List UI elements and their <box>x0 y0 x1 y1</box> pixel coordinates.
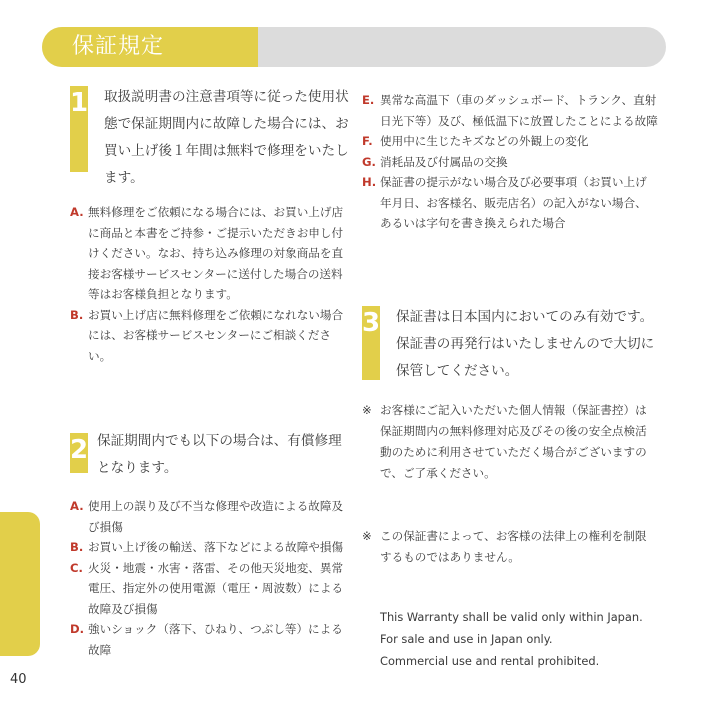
list-item: G. 消耗品及び付属品の交換 <box>362 154 508 169</box>
section-2-list-right <box>362 90 658 234</box>
list-item: B. お買い上げ後の輸送、落下などによる故障や損傷 <box>70 540 344 554</box>
side-tab <box>0 512 40 656</box>
section-3-lead: 保証書は日本国内においてのみ有効です。保証書の再発行はいたしませんので大切に保管してください。 <box>396 309 655 379</box>
section-1-lead: 取扱説明書の注意書項等に従った使用状態で保証期間内に故障した場合には、お買い上げ後１年間は無料で修理をいたします。 <box>104 89 349 186</box>
section-1-list <box>70 202 348 366</box>
list-item: B. お買い上げ店に無料修理をご依頼になれない場合には、お客様サービスセンターにご相談ください。 <box>70 307 344 363</box>
list-item: A. 無料修理をご依頼になる場合には、お買い上げ店に商品と本書をご持参・ご提示いただきお申し付けください。なお、持ち込み修理の対象商品を直接お客様サービスセンターに送付した場合の送料等はお客様負担となります。 <box>70 205 344 301</box>
section-3-number: 3 <box>362 306 380 380</box>
english-line-1: This Warranty shall be valid only within Japan. <box>380 610 643 624</box>
list-item: E. 異常な高温下（車のダッシュボード、トランク、直射日光下等）及び、極低温下に放置したことによる故障 <box>362 93 658 128</box>
list-item: ※ この保証書によって、お客様の法律上の権利を制限するものではありません。 <box>362 529 647 564</box>
note-personal-info <box>362 400 658 484</box>
note-legal-rights <box>362 526 658 568</box>
list-item: H. 保証書の提示がない場合及び必要事項（お買い上げ年月日、お客様名、販売店名）の記入がない場合、あるいは字句を書き換えられた場合 <box>362 175 647 230</box>
page-number: 40 <box>10 672 27 687</box>
section-2-lead: 保証期間内でも以下の場合は、有償修理となります。 <box>97 433 342 476</box>
list-item: D. 強いショック（落下、ひねり、つぶし等）による故障 <box>70 622 343 657</box>
section-1-number: 1 <box>70 86 88 172</box>
english-notice <box>380 606 643 672</box>
english-line-2: For sale and use in Japan only. <box>380 632 553 646</box>
english-line-3: Commercial use and rental prohibited. <box>380 654 600 668</box>
section-2-number: 2 <box>70 433 88 473</box>
list-item: C. 火災・地震・水害・落雷、その他天災地変、異常電圧、指定外の使用電源（電圧・周波数）による故障及び損傷 <box>70 560 344 616</box>
section-2-list-left <box>70 496 350 660</box>
page-title: 保証規定 <box>72 34 165 59</box>
list-item: ※ お客様にご記入いただいた個人情報（保証書控）は保証期間内の無料修理対応及びその後の安全点検活動のために利用させていただく場合がございますので、ご了承ください。 <box>362 403 647 480</box>
list-item: F. 使用中に生じたキズなどの外観上の変化 <box>362 134 589 148</box>
list-item: A. 使用上の誤り及び不当な修理や改造による故障及び損傷 <box>70 499 344 534</box>
